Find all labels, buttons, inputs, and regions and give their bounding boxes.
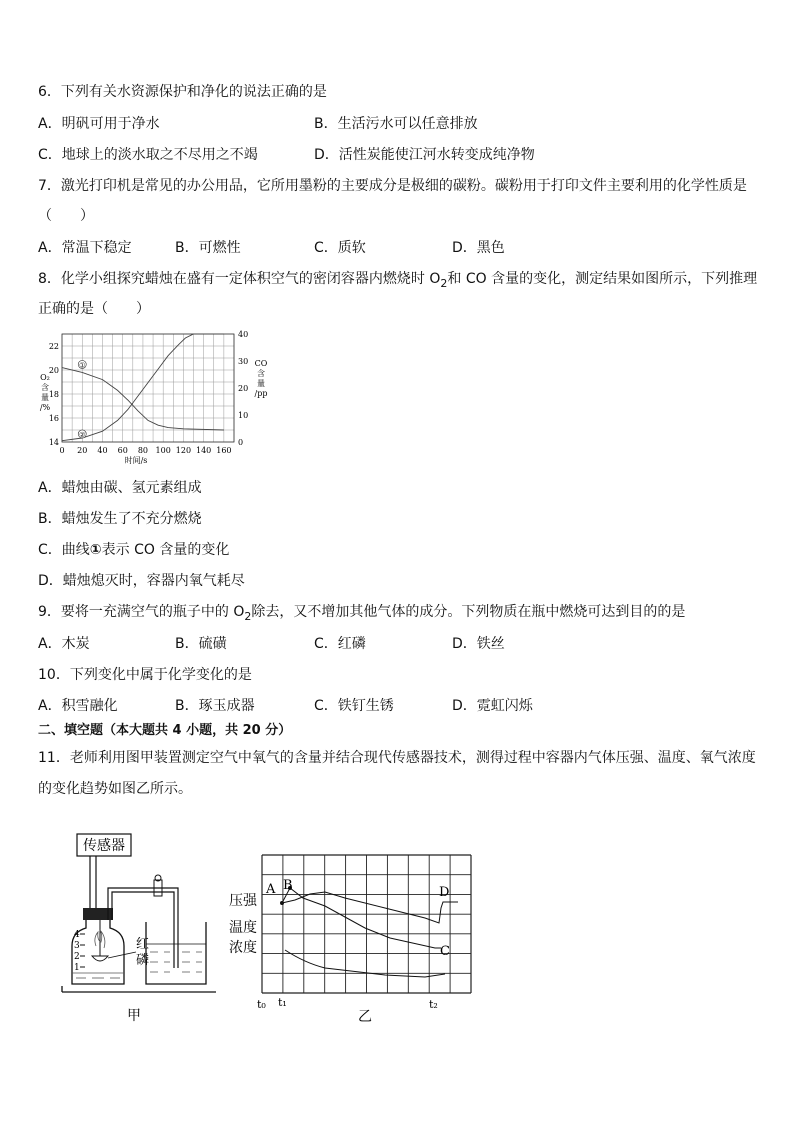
y-right-tick-label: 30 <box>238 357 249 366</box>
y-right-axis-label: /pp <box>254 389 268 398</box>
t1-label: t₁ <box>278 996 287 1009</box>
q6-option-b: B．生活污水可以任意排放 <box>314 116 478 132</box>
q8-stem-line2: 正确的是（ ） <box>38 301 150 317</box>
scale-mark-2: 2 <box>74 952 80 962</box>
row-label-temperature: 温度 <box>229 920 257 936</box>
y-left-tick-label: 18 <box>48 390 59 399</box>
y-right-axis-label: 量 <box>257 379 265 388</box>
q6-option-c: C．地球上的淡水取之不尽用之不竭 <box>38 147 258 163</box>
point-label-c: C <box>440 944 450 959</box>
x-tick-label: 60 <box>117 446 128 455</box>
row-label-concentration: 浓度 <box>229 940 257 956</box>
beaker <box>146 922 206 984</box>
series-label-1: ① <box>79 361 86 370</box>
q7-option-d: D．黑色 <box>452 240 505 256</box>
q6-stem: 6．下列有关水资源保护和净化的说法正确的是 <box>38 84 327 100</box>
figure-jia-caption: 甲 <box>127 1008 141 1024</box>
trend-figure-yi <box>225 848 475 1026</box>
point-label-b: B <box>283 878 293 893</box>
t2-label: t₂ <box>429 998 438 1011</box>
chart-frame <box>62 334 234 442</box>
q10-stem: 10．下列变化中属于化学变化的是 <box>38 667 252 683</box>
y-right-tick-label: 0 <box>238 438 244 447</box>
q7-option-b: B．可燃性 <box>175 240 241 256</box>
q11-stem-line1: 11．老师利用图甲装置测定空气中氧气的含量并结合现代传感器技术，测得过程中容器内气体压强、温度、氧气浓度 <box>38 750 756 766</box>
q11-stem-line2: 的变化趋势如图乙所示。 <box>38 781 192 797</box>
q9-stem: 9．要将一充满空气的瓶子中的 $O_2$除去，又不增加其他气体的成分。下列物质在瓶中燃烧可达到目的的是 <box>38 604 686 623</box>
gas-bottle <box>72 920 124 984</box>
y-right-axis-label: CO <box>254 359 268 368</box>
q9-option-d: D．铁丝 <box>452 636 505 652</box>
q10-option-b: B．琢玉成器 <box>175 698 255 714</box>
x-tick-label: 40 <box>97 446 108 455</box>
row-label-pressure: 压强 <box>229 893 257 909</box>
y-right-tick-label: 40 <box>238 330 249 339</box>
q8-option-b: B．蜡烛发生了不充分燃烧 <box>38 511 202 527</box>
x-tick-label: 100 <box>155 446 171 455</box>
y-right-tick-label: 20 <box>238 384 249 393</box>
x-axis-label: 时间/s <box>124 456 148 465</box>
y-left-tick-label: 20 <box>48 366 59 375</box>
q8-option-a: A．蜡烛由碳、氢元素组成 <box>38 480 202 496</box>
apparatus-figure-jia <box>60 828 230 1028</box>
x-tick-label: 120 <box>175 446 192 455</box>
scale-mark-4: 4 <box>74 930 80 940</box>
scale-mark-1: 1 <box>74 963 80 973</box>
t0-label: t₀ <box>257 998 266 1011</box>
pressure-curve <box>282 892 458 923</box>
point-a-marker <box>280 901 284 905</box>
q10-option-a: A．积雪融化 <box>38 698 118 714</box>
q9-option-c: C．红磷 <box>314 636 366 652</box>
q8-stem-line1: 8．化学小组探究蜡烛在盛有一定体积空气的密闭容器内燃烧时 $O_2$和 CO 含量的变化，测定结果如图所示，下列推理 <box>38 271 758 290</box>
combustion-spoon <box>92 956 108 961</box>
x-tick-label: 80 <box>137 446 149 455</box>
y-left-axis-label: /% <box>39 403 51 412</box>
q7-stem: 7．激光打印机是常见的办公用品，它所用墨粉的主要成分是极细的碳粉。碳粉用于打印文件主要利用的化学性质是 <box>38 178 747 194</box>
sensor-label: 传感器 <box>83 838 125 854</box>
figure-yi-caption: 乙 <box>358 1009 372 1025</box>
point-label-a: A <box>266 882 276 897</box>
q8-chart <box>36 330 276 472</box>
q9-option-a: A．木炭 <box>38 636 90 652</box>
phosphorus-label-1: 红 <box>136 937 150 952</box>
y-left-axis-label: 量 <box>41 393 49 402</box>
yi-grid <box>262 855 471 993</box>
q7-option-a: A．常温下稳定 <box>38 240 132 256</box>
y-left-tick-label: 22 <box>48 342 59 351</box>
q10-option-d: D．霓虹闪烁 <box>452 698 533 714</box>
x-tick-label: 0 <box>59 446 65 455</box>
q8-option-c: C．曲线①表示 CO 含量的变化 <box>38 542 230 558</box>
chart-grid <box>62 334 234 442</box>
x-tick-label: 140 <box>196 446 212 455</box>
q7-paren: （ ） <box>38 208 94 224</box>
point-label-d: D <box>439 885 450 900</box>
q7-option-c: C．质软 <box>314 240 366 256</box>
temperature-curve <box>282 888 441 948</box>
section-title: 二、填空题（本大题共 4 小题，共 20 分） <box>38 723 292 738</box>
y-right-axis-label: 含 <box>257 369 265 378</box>
series-label-2: ② <box>79 430 86 439</box>
q6-option-a: A．明矾可用于净水 <box>38 116 160 132</box>
q6-option-d: D．活性炭能使江河水转变成纯净物 <box>314 147 535 163</box>
q8-option-d: D．蜡烛熄灭时，容器内氧气耗尽 <box>38 573 245 589</box>
phosphorus-label-2: 磷 <box>136 953 150 968</box>
q9-option-b: B．硫磺 <box>175 636 227 652</box>
y-left-tick-label: 14 <box>48 438 59 447</box>
y-left-axis-label: O₂ <box>40 373 50 382</box>
x-tick-label: 20 <box>77 446 88 455</box>
scale-mark-3: 3 <box>74 941 80 951</box>
y-left-axis-label: 含 <box>41 383 49 392</box>
y-left-tick-label: 16 <box>48 414 59 423</box>
x-tick-label: 160 <box>216 446 232 455</box>
y-right-tick-label: 10 <box>238 411 249 420</box>
q10-option-c: C．铁钉生锈 <box>314 698 394 714</box>
